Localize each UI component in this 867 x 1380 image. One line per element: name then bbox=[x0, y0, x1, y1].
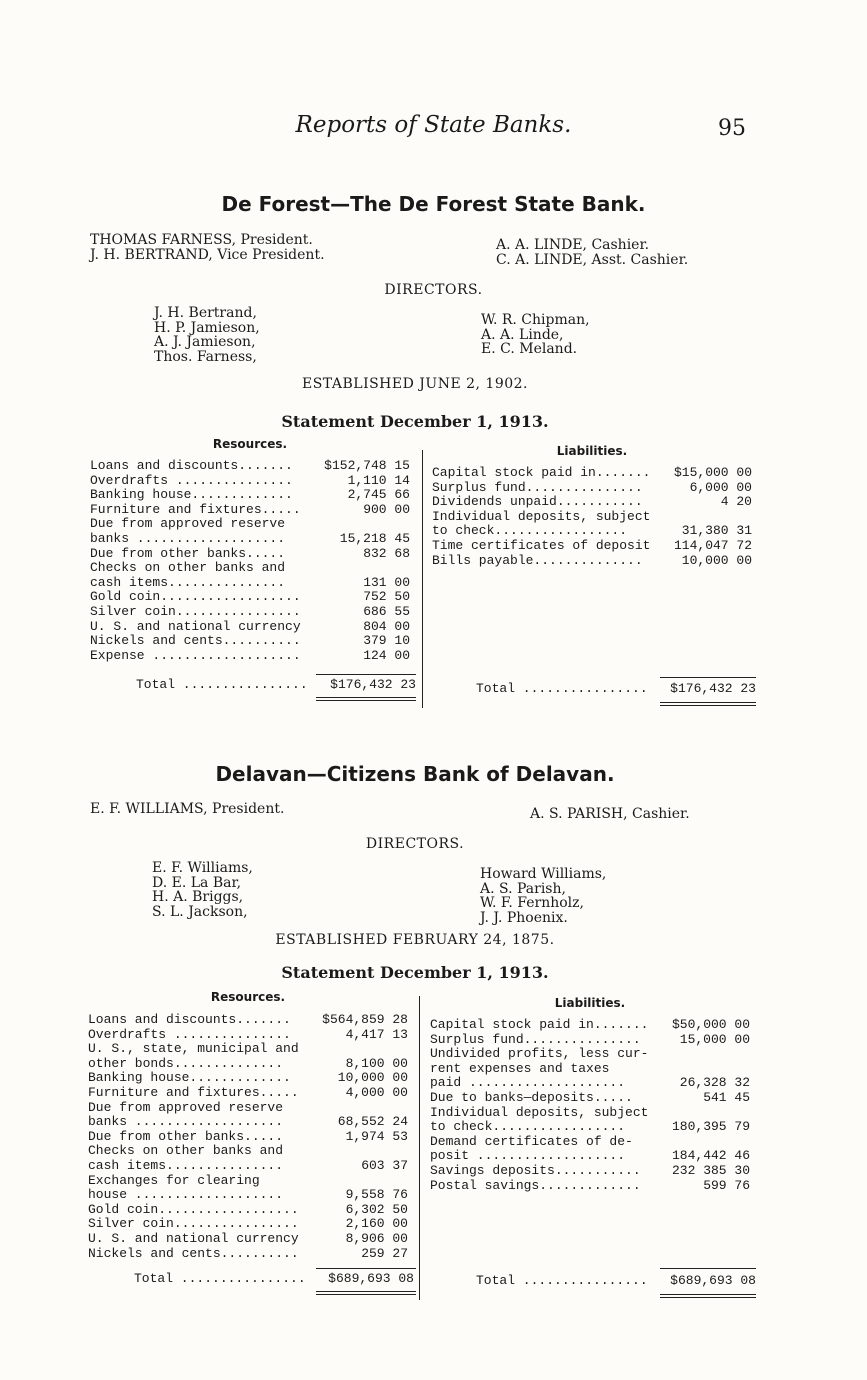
ledger-label: Bills payable.............. bbox=[432, 553, 643, 568]
ledger-amount: 4 20 bbox=[720, 494, 752, 510]
ledger-amount: 15,000 00 bbox=[679, 1031, 750, 1047]
ledger-label: Expense ................... bbox=[90, 648, 301, 663]
ledger-row bbox=[430, 1149, 750, 1164]
bank-2-established: ESTABLISHED FEBRUARY 24, 1875. bbox=[275, 932, 555, 948]
ledger-amount: 6,000 00 bbox=[689, 479, 752, 495]
ledger-row bbox=[90, 590, 410, 605]
ledger-amount: 4,417 13 bbox=[345, 1026, 408, 1042]
ledger-label: Nickels and cents.......... bbox=[88, 1246, 299, 1261]
officer-president: THOMAS FARNESS, President. bbox=[90, 232, 313, 248]
bank-1-title: De Forest—The De Forest State Bank. bbox=[221, 192, 646, 216]
ledger-row bbox=[90, 547, 410, 562]
ledger-label: U. S. and national currency bbox=[88, 1231, 299, 1246]
ledger-row bbox=[432, 554, 752, 569]
ledger-amount bbox=[320, 1101, 408, 1116]
ledger-label: Banking house............. bbox=[88, 1071, 291, 1086]
ledger-row bbox=[88, 1232, 408, 1247]
ledger-amount: 832 68 bbox=[363, 545, 410, 561]
bank-2-liabilities-total bbox=[436, 1273, 756, 1288]
bank-2-officers-left bbox=[90, 802, 284, 817]
ledger-label: Overdrafts ............... bbox=[90, 473, 293, 488]
ledger-label: Silver coin................ bbox=[88, 1217, 299, 1232]
bank-1-liabilities-rule bbox=[660, 677, 756, 678]
ledger-amount: $15,000 00 bbox=[673, 465, 752, 480]
ledger-label: to check................. bbox=[432, 524, 628, 539]
ledger-label: house ................... bbox=[88, 1188, 284, 1203]
ledger-amount: 804 00 bbox=[363, 618, 410, 634]
director: Howard Williams, bbox=[480, 866, 607, 882]
ledger-row bbox=[88, 1130, 408, 1145]
ledger-row bbox=[430, 1179, 750, 1194]
ledger-label: Demand certificates of de- bbox=[430, 1134, 633, 1149]
ledger-label: Silver coin................ bbox=[90, 604, 301, 619]
bank-2-resources-double-rule bbox=[316, 1294, 416, 1295]
ledger-row bbox=[432, 539, 752, 554]
ledger-row bbox=[90, 576, 410, 591]
total-amount: $176,432 23 bbox=[330, 677, 416, 692]
ledger-amount: 180,395 79 bbox=[671, 1119, 750, 1135]
ledger-amount: $50,000 00 bbox=[671, 1017, 750, 1032]
ledger-label: banks ................... bbox=[88, 1115, 284, 1130]
ledger-label: rent expenses and taxes bbox=[430, 1061, 610, 1076]
ledger-amount bbox=[320, 1042, 408, 1057]
ledger-amount: 379 10 bbox=[363, 633, 410, 649]
bank-2-title: Delavan—Citizens Bank of Delavan. bbox=[215, 762, 615, 786]
page-number: 95 bbox=[718, 116, 746, 141]
ledger-label: U. S. and national currency bbox=[90, 619, 301, 634]
ledger-row bbox=[88, 1159, 408, 1174]
ledger-amount: 752 50 bbox=[363, 589, 410, 605]
ledger-row bbox=[88, 1042, 408, 1057]
ledger-row bbox=[430, 1047, 750, 1062]
director: S. L. Jackson, bbox=[152, 903, 248, 920]
director: E. C. Meland. bbox=[481, 341, 578, 357]
ledger-amount: 232 385 30 bbox=[671, 1162, 750, 1178]
ledger-label: Due to banks—deposits..... bbox=[430, 1090, 633, 1105]
officer-asst-cashier: C. A. LINDE, Asst. Cashier. bbox=[496, 252, 689, 268]
total-amount: $176,432 23 bbox=[670, 681, 756, 696]
ledger-label: Due from approved reserve bbox=[90, 517, 286, 532]
ledger-label: cash items............... bbox=[88, 1158, 284, 1173]
bank-2-directors-right bbox=[480, 867, 606, 925]
bank-1-directors-heading: DIRECTORS. bbox=[384, 282, 483, 298]
ledger-amount: 599 76 bbox=[703, 1177, 750, 1193]
bank-1-directors-right bbox=[481, 313, 590, 357]
ledger-row bbox=[432, 524, 752, 539]
bank-1-liabilities-double-rule bbox=[660, 705, 756, 706]
bank-2-liabilities-double-rule bbox=[660, 1297, 756, 1298]
ledger-row bbox=[430, 1018, 750, 1033]
ledger-row bbox=[90, 649, 410, 664]
bank-2-resources-heading: Resources. bbox=[210, 990, 286, 1004]
ledger-amount: 603 37 bbox=[361, 1157, 408, 1173]
officer-cashier: A. S. PARISH, Cashier. bbox=[530, 806, 690, 822]
ledger-row bbox=[88, 1013, 408, 1028]
ledger-amount: 6,302 50 bbox=[345, 1201, 408, 1217]
director: W. R. Chipman, bbox=[481, 312, 590, 328]
ledger-amount: 8,100 00 bbox=[345, 1055, 408, 1071]
bank-2-statement-heading: Statement December 1, 1913. bbox=[281, 963, 549, 982]
bank-1-resources-heading: Resources. bbox=[212, 437, 288, 451]
ledger-amount bbox=[664, 510, 752, 525]
ledger-row bbox=[430, 1135, 750, 1150]
ledger-row bbox=[90, 620, 410, 635]
director: A. J. Jamieson, bbox=[154, 334, 256, 350]
ledger-label: Due from other banks..... bbox=[90, 546, 286, 561]
ledger-amount bbox=[322, 561, 410, 576]
ledger-label: Undivided profits, less cur- bbox=[430, 1047, 649, 1062]
total-label: Total ................ bbox=[476, 681, 648, 696]
bank-2-directors-left bbox=[152, 861, 253, 919]
ledger-row bbox=[88, 1028, 408, 1043]
bank-1-officers-right bbox=[496, 238, 688, 268]
total-label: Total ................ bbox=[134, 1271, 306, 1286]
ledger-amount bbox=[662, 1106, 750, 1121]
ledger-label: Banking house............. bbox=[90, 488, 293, 503]
ledger-row bbox=[88, 1086, 408, 1101]
ledger-label: Furniture and fixtures..... bbox=[88, 1085, 299, 1100]
total-amount: $689,693 08 bbox=[670, 1273, 756, 1288]
ledger-row bbox=[88, 1144, 408, 1159]
total-label: Total ................ bbox=[136, 677, 308, 692]
ledger-label: to check................. bbox=[430, 1120, 626, 1135]
ledger-row bbox=[88, 1203, 408, 1218]
bank-2-liabilities-list bbox=[430, 1018, 750, 1193]
ledger-amount bbox=[320, 1144, 408, 1159]
bank-1-established: ESTABLISHED JUNE 2, 1902. bbox=[301, 376, 529, 392]
bank-1-resources-total bbox=[96, 677, 416, 692]
ledger-row bbox=[88, 1071, 408, 1086]
ledger-label: Dividends unpaid........... bbox=[432, 495, 643, 510]
officer-president: E. F. WILLIAMS, President. bbox=[90, 801, 285, 817]
ledger-label: posit ................... bbox=[430, 1149, 626, 1164]
director: D. E. La Bar, bbox=[152, 874, 242, 891]
bank-1-officers-left bbox=[90, 233, 325, 263]
ledger-row bbox=[90, 634, 410, 649]
ledger-label: paid .................... bbox=[430, 1076, 626, 1091]
ledger-row bbox=[90, 532, 410, 547]
running-head: Reports of State Banks. bbox=[295, 112, 572, 138]
bank-2-liabilities-rule bbox=[660, 1268, 756, 1269]
ledger-label: Checks on other banks and bbox=[90, 561, 286, 576]
bank-2-resources-rule bbox=[316, 1268, 416, 1269]
ledger-label: Loans and discounts....... bbox=[90, 459, 293, 473]
ledger-label: Loans and discounts....... bbox=[88, 1013, 291, 1027]
ledger-label: banks ................... bbox=[90, 531, 286, 546]
director: H. P. Jamieson, bbox=[154, 319, 260, 336]
ledger-label: Time certificates of deposit bbox=[432, 538, 651, 553]
ledger-amount: 1,110 14 bbox=[347, 472, 410, 488]
ledger-label: Capital stock paid in....... bbox=[432, 466, 651, 480]
bank-2-liabilities-double-rule bbox=[660, 1294, 756, 1295]
director: A. S. Parish, bbox=[480, 880, 566, 897]
officer-vice-president: J. H. BERTRAND, Vice President. bbox=[90, 247, 325, 263]
director: E. F. Williams, bbox=[152, 860, 253, 876]
ledger-row bbox=[88, 1188, 408, 1203]
director: J. H. Bertrand, bbox=[154, 305, 257, 321]
ledger-amount: 31,380 31 bbox=[681, 523, 752, 539]
total-amount: $689,693 08 bbox=[328, 1271, 414, 1286]
ledger-label: other bonds.............. bbox=[88, 1056, 284, 1071]
ledger-amount: 114,047 72 bbox=[673, 537, 752, 553]
ledger-amount: 8,906 00 bbox=[345, 1230, 408, 1246]
ledger-label: Gold coin.................. bbox=[88, 1202, 299, 1217]
ledger-amount bbox=[662, 1135, 750, 1150]
ledger-amount: 131 00 bbox=[363, 574, 410, 590]
ledger-amount: 900 00 bbox=[363, 501, 410, 517]
ledger-label: Nickels and cents.......... bbox=[90, 634, 301, 649]
director: W. F. Fernholz, bbox=[480, 895, 584, 911]
bank-2-column-divider bbox=[419, 996, 420, 1300]
ledger-row bbox=[430, 1076, 750, 1091]
ledger-label: U. S., state, municipal and bbox=[88, 1042, 299, 1057]
ledger-amount: $152,748 15 bbox=[324, 458, 410, 473]
officer-cashier: A. A. LINDE, Cashier. bbox=[496, 237, 650, 253]
ledger-amount: 184,442 46 bbox=[671, 1148, 750, 1164]
bank-2-officers-right bbox=[530, 807, 690, 822]
bank-2-resources-double-rule bbox=[316, 1291, 416, 1292]
ledger-amount: $564,859 28 bbox=[322, 1012, 408, 1027]
ledger-amount bbox=[320, 1174, 408, 1189]
ledger-amount: 686 55 bbox=[363, 603, 410, 619]
ledger-row bbox=[432, 510, 752, 525]
bank-1-statement-heading: Statement December 1, 1913. bbox=[281, 412, 549, 431]
ledger-label: Postal savings............. bbox=[430, 1178, 641, 1193]
bank-2-directors-heading: DIRECTORS. bbox=[365, 836, 465, 852]
ledger-row bbox=[90, 561, 410, 576]
director: H. A. Briggs, bbox=[152, 889, 244, 905]
ledger-row bbox=[432, 481, 752, 496]
ledger-amount: 26,328 32 bbox=[679, 1075, 750, 1091]
director: A. A. Linde, bbox=[481, 326, 564, 343]
ledger-amount: 541 45 bbox=[703, 1089, 750, 1105]
ledger-row bbox=[88, 1057, 408, 1072]
bank-1-liabilities-total bbox=[436, 681, 756, 696]
bank-1-column-divider bbox=[422, 450, 423, 708]
ledger-label: cash items............... bbox=[90, 575, 286, 590]
bank-1-liabilities-heading: Liabilities. bbox=[556, 444, 628, 458]
ledger-row bbox=[90, 459, 410, 474]
ledger-row bbox=[90, 488, 410, 503]
ledger-label: Checks on other banks and bbox=[88, 1144, 284, 1159]
ledger-amount: 2,160 00 bbox=[345, 1216, 408, 1232]
director: J. J. Phoenix. bbox=[480, 909, 568, 926]
ledger-row bbox=[88, 1174, 408, 1189]
director: Thos. Farness, bbox=[154, 348, 257, 365]
ledger-label: Individual deposits, subject bbox=[432, 509, 651, 524]
bank-1-resources-rule bbox=[316, 674, 416, 675]
ledger-amount bbox=[322, 517, 410, 532]
ledger-row bbox=[430, 1062, 750, 1077]
ledger-amount: 259 27 bbox=[361, 1245, 408, 1261]
ledger-label: Surplus fund............... bbox=[432, 480, 643, 495]
ledger-label: Furniture and fixtures..... bbox=[90, 502, 301, 517]
ledger-row bbox=[432, 466, 752, 481]
bank-1-resources-list bbox=[90, 459, 410, 663]
ledger-label: Exchanges for clearing bbox=[88, 1173, 260, 1188]
ledger-row bbox=[88, 1115, 408, 1130]
ledger-row bbox=[430, 1033, 750, 1048]
ledger-amount: 15,218 45 bbox=[339, 530, 410, 546]
ledger-label: Due from other banks..... bbox=[88, 1129, 284, 1144]
ledger-row bbox=[432, 495, 752, 510]
ledger-amount: 2,745 66 bbox=[347, 487, 410, 503]
ledger-row bbox=[430, 1091, 750, 1106]
bank-2-liabilities-heading: Liabilities. bbox=[554, 996, 626, 1010]
ledger-row bbox=[90, 474, 410, 489]
bank-1-liabilities-double-rule bbox=[660, 702, 756, 703]
ledger-amount: 10,000 00 bbox=[337, 1070, 408, 1086]
ledger-row bbox=[88, 1101, 408, 1116]
ledger-label: Capital stock paid in....... bbox=[430, 1018, 649, 1032]
ledger-amount: 68,552 24 bbox=[337, 1114, 408, 1130]
ledger-row bbox=[430, 1106, 750, 1121]
ledger-amount: 1,974 53 bbox=[345, 1128, 408, 1144]
ledger-row bbox=[90, 503, 410, 518]
ledger-amount: 124 00 bbox=[363, 647, 410, 663]
ledger-label: Overdrafts ............... bbox=[88, 1027, 291, 1042]
bank-1-directors-left bbox=[154, 306, 260, 364]
ledger-row bbox=[430, 1164, 750, 1179]
bank-2-resources-list bbox=[88, 1013, 408, 1261]
bank-1-resources-double-rule bbox=[316, 697, 416, 698]
total-label: Total ................ bbox=[476, 1273, 648, 1288]
ledger-row bbox=[430, 1120, 750, 1135]
bank-1-liabilities-list bbox=[432, 466, 752, 568]
ledger-row bbox=[90, 605, 410, 620]
ledger-label: Savings deposits........... bbox=[430, 1163, 641, 1178]
bank-1-resources-double-rule bbox=[316, 700, 416, 701]
ledger-label: Individual deposits, subject bbox=[430, 1105, 649, 1120]
bank-2-resources-total bbox=[94, 1271, 414, 1286]
ledger-label: Surplus fund............... bbox=[430, 1032, 641, 1047]
ledger-label: Gold coin.................. bbox=[90, 590, 301, 605]
ledger-row bbox=[88, 1247, 408, 1262]
ledger-amount bbox=[662, 1062, 750, 1077]
ledger-amount: 9,558 76 bbox=[345, 1187, 408, 1203]
ledger-row bbox=[90, 517, 410, 532]
ledger-row bbox=[88, 1217, 408, 1232]
ledger-amount bbox=[662, 1047, 750, 1062]
ledger-amount: 4,000 00 bbox=[345, 1084, 408, 1100]
ledger-label: Due from approved reserve bbox=[88, 1100, 284, 1115]
ledger-amount: 10,000 00 bbox=[681, 552, 752, 568]
